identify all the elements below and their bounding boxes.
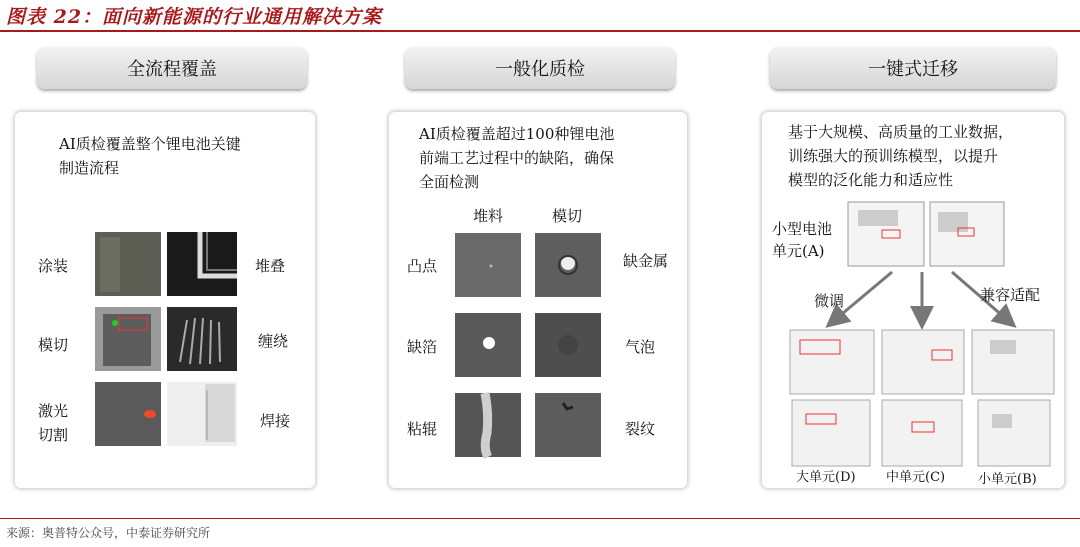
col-head-die-cut: 模切 [552, 207, 583, 225]
label-sticky-roller: 粘辊 [407, 420, 438, 438]
panel-one-click-migration [762, 112, 1064, 488]
label-missing-metal: 缺金属 [623, 252, 669, 270]
header-full-process: 全流程覆盖 [37, 47, 307, 89]
label-bubble: 气泡 [625, 338, 656, 356]
label-missing-foil: 缺箔 [407, 338, 438, 356]
panel-general-inspection [389, 112, 687, 488]
label-laser: 激光 [38, 402, 69, 420]
figure-title: 图表 22：面向新能源的行业通用解决方案 [6, 6, 383, 28]
panel3-desc-line2: 训练强大的预训练模型，以提升 [788, 147, 999, 165]
unit-a-line2: 单元(A) [772, 242, 825, 260]
label-crack: 裂纹 [625, 420, 656, 438]
label-bump: 凸点 [407, 257, 438, 275]
process-images [95, 232, 240, 497]
defect-images [455, 233, 605, 463]
arrow-label-compatible: 兼容适配 [980, 286, 1041, 304]
col-head-material: 堆料 [473, 207, 504, 225]
panel2-desc-line1: AI质检覆盖超过100种锂电池 [419, 125, 615, 143]
panel2-desc-line2: 前端工艺过程中的缺陷，确保 [419, 149, 615, 167]
unit-a-line1: 小型电池 [772, 220, 833, 238]
panel3-desc-line3: 模型的泛化能力和适应性 [788, 171, 954, 189]
source-note: 来源：奥普特公众号，中泰证券研究所 [6, 526, 211, 540]
panel2-desc-line3: 全面检测 [419, 173, 480, 191]
header-one-click-migration: 一键式迁移 [770, 47, 1056, 89]
migration-diagram [762, 200, 1064, 488]
label-coating: 涂装 [38, 257, 69, 275]
panel1-desc-line1: AI质检覆盖整个锂电池关键 [59, 135, 241, 153]
arrow-label-finetune: 微调 [814, 292, 845, 310]
title-rule [0, 30, 1080, 32]
label-welding: 焊接 [260, 412, 291, 430]
panel-full-process [15, 112, 315, 488]
panel1-desc-line2: 制造流程 [59, 159, 120, 177]
label-stacking: 堆叠 [255, 257, 286, 275]
header-general-inspection: 一般化质检 [405, 47, 675, 89]
unit-c: 中单元(C) [886, 470, 946, 485]
label-die-cutting: 模切 [38, 336, 69, 354]
unit-d: 大单元(D) [796, 470, 856, 485]
label-winding: 缠绕 [258, 332, 289, 350]
label-cutting: 切割 [38, 426, 69, 444]
footer-rule [0, 518, 1080, 519]
panel3-desc-line1: 基于大规模、高质量的工业数据， [788, 123, 1014, 141]
unit-b: 小单元(B) [978, 472, 1037, 487]
